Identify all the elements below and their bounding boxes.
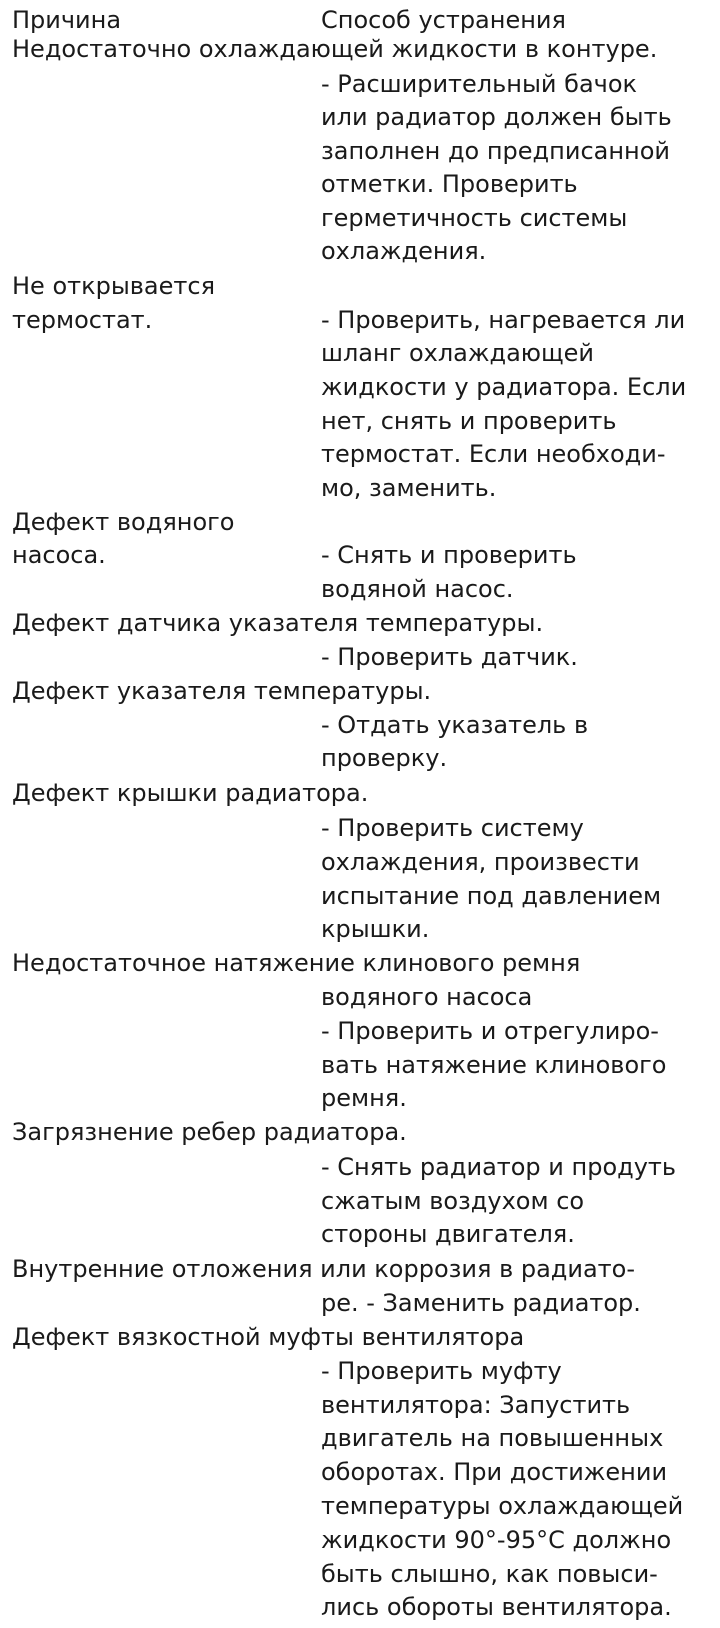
cause-text: Недостаточное натяжение клинового ремня (12, 949, 581, 977)
remedy-text: - Отдать указатель в (321, 711, 589, 739)
cause-text: термостат. (12, 306, 153, 334)
cause-text: Дефект водяного (12, 508, 235, 536)
remedy-text: - Снять и проверить (321, 541, 577, 569)
remedy-text: сжатым воздухом со (321, 1187, 585, 1215)
remedy-text: мо, заменить. (321, 474, 497, 502)
remedy-text: - Проверить систему (321, 814, 584, 842)
remedy-text: - Снять радиатор и продуть (321, 1153, 677, 1181)
remedy-text: быть слышно, как повыси- (321, 1560, 658, 1588)
remedy-text: жидкости 90°-95°С должно (321, 1526, 672, 1554)
remedy-text: термостат. Если необходи- (321, 440, 666, 468)
remedy-text: - Проверить, нагревается ли (321, 306, 686, 334)
remedy-text: ре. - Заменить радиатор. (321, 1289, 641, 1317)
remedy-text: водяного насоса (321, 983, 533, 1011)
cause-text: Не открывается (12, 272, 216, 300)
remedy-text: - Проверить датчик. (321, 643, 578, 671)
remedy-text: шланг охлаждающей (321, 339, 594, 367)
remedy-text: стороны двигателя. (321, 1220, 575, 1248)
remedy-text: вать натяжение клинового (321, 1051, 667, 1079)
remedy-text: двигатель на повышенных (321, 1424, 664, 1452)
remedy-text: лись обороты вентилятора. (321, 1593, 672, 1621)
remedy-text: водяной насос. (321, 575, 514, 603)
cause-text: Недостаточно охлаждающей жидкости в контуре. (12, 35, 658, 63)
remedy-text: отметки. Проверить (321, 170, 578, 198)
header-cause: Причина (12, 6, 122, 34)
remedy-text: или радиатор должен быть (321, 103, 672, 131)
remedy-text: - Расширительный бачок (321, 70, 638, 98)
remedy-text: заполнен до предписанной (321, 137, 671, 165)
remedy-text: температуры охлаждающей (321, 1492, 684, 1520)
remedy-text: крышки. (321, 915, 430, 943)
remedy-text: жидкости у радиатора. Если (321, 373, 687, 401)
cause-text: Внутренние отложения или коррозия в радиато- (12, 1255, 636, 1283)
remedy-text: - Проверить муфту (321, 1357, 562, 1385)
remedy-text: охлаждения. (321, 237, 487, 265)
cause-text: насоса. (12, 541, 106, 569)
cause-text: Дефект крышки радиатора. (12, 779, 369, 807)
cause-text: Дефект датчика указателя температуры. (12, 609, 544, 637)
cause-text: Загрязнение ребер радиатора. (12, 1118, 407, 1146)
remedy-text: герметичность системы (321, 204, 628, 232)
cause-text: Дефект вязкостной муфты вентилятора (12, 1323, 525, 1351)
remedy-text: нет, снять и проверить (321, 407, 617, 435)
header-remedy: Способ устранения (321, 6, 566, 34)
remedy-text: охлаждения, произвести (321, 848, 640, 876)
remedy-text: - Проверить и отрегулиро- (321, 1017, 659, 1045)
remedy-text: оборотах. При достижении (321, 1458, 668, 1486)
remedy-text: проверку. (321, 744, 448, 772)
cause-text: Дефект указателя температуры. (12, 677, 432, 705)
remedy-text: испытание под давлением (321, 882, 662, 910)
remedy-text: ремня. (321, 1084, 407, 1112)
remedy-text: вентилятора: Запустить (321, 1391, 631, 1419)
